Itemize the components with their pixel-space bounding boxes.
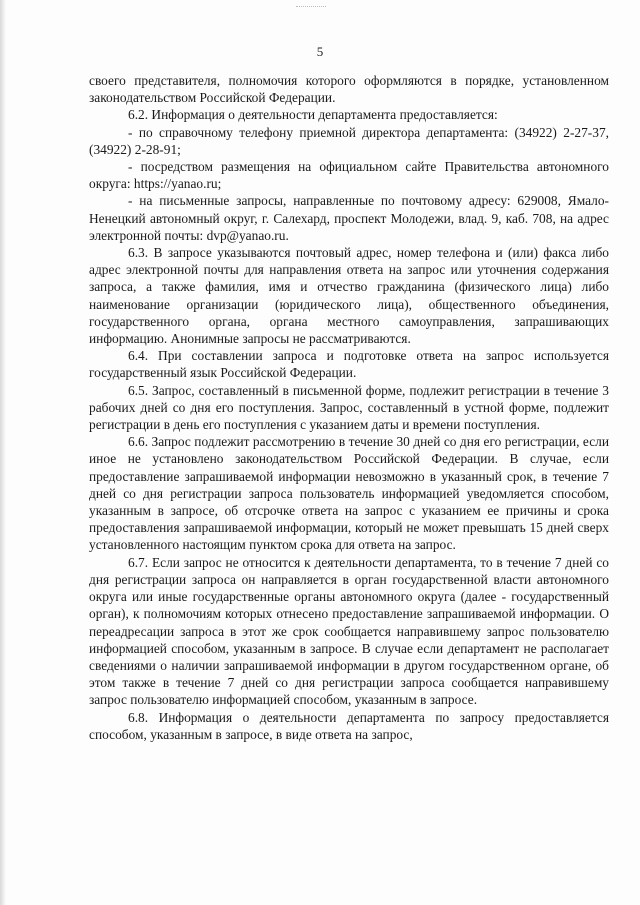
paragraph: 6.2. Информация о деятельности департамента предоставляется:: [128, 107, 498, 123]
paragraph: - по справочному телефону приемной директора департамента: (34922) 2-27-37, (34922) 2-28-91;: [89, 124, 609, 157]
scan-edge-shadow: [0, 0, 6, 905]
paragraph: - на письменные запросы, направленные по почтовому адресу: 629008, Ямало-Ненецкий автономный округ, г. Салехард, проспект Молодежи, влад. 9, каб. 708, на адрес электронной почты: dvp@yanao.ru.: [89, 193, 609, 243]
page-number: 5: [316, 44, 324, 59]
paragraph: - посредством размещения на официальном сайте Правительства автономного округа: https://yanao.ru;: [89, 159, 609, 192]
paragraph: 6.4. При составлении запроса и подготовке ответа на запрос используется государственный язык Российской Федерации.: [89, 348, 609, 381]
paragraph: 6.8. Информация о деятельности департамента по запросу предоставляется способом, указанным в запросе, в виде ответа на запрос,: [89, 709, 609, 742]
paragraph: 6.5. Запрос, составленный в письменной форме, подлежит регистрации в течение 3 рабочих дней со дня его поступления. Запрос, составленный в устной форме, подлежит регистрации в день его поступления с указанием даты и времени поступления.: [89, 382, 609, 433]
document-body: [89, 72, 609, 743]
paragraph: 6.7. Если запрос не относится к деятельности департамента, то в течение 7 дней со дня регистрации запроса он направляется в орган государственной власти автономного округа или иные государственные органы автономного округа (далее - государственный орган), к полномочиям которых отнесено предоставление запрашиваемой информации. О переадресации запроса в этот же срок сообщается направившему запрос пользователю информацией способом, указанным в запросе. В случае если департамент не располагает сведениями о наличии запрашиваемой информации в другом государственном органе, об этом также в течение 7 дней со дня регистрации запроса сообщается направившему запрос пользователю информацией способом, указанным в запросе.: [89, 554, 609, 708]
paragraph: своего представителя, полномочия которого оформляются в порядке, установленном законодательством Российской Федерации.: [89, 73, 609, 106]
scan-top-mark: [296, 0, 326, 7]
paragraph: 6.3. В запросе указываются почтовый адрес, номер телефона и (или) факса либо адрес электронной почты для направления ответа на запрос или уточнения содержания запроса, а также фамилия, имя и отчество гражданина (физического лица) либо наименование организации (юридического лица), общественного объединения, государственного органа, органа местного самоуправления, запрашивающих информацию. Анонимные запросы не рассматриваются.: [89, 245, 609, 347]
paragraph: 6.6. Запрос подлежит рассмотрению в течение 30 дней со дня его регистрации, если иное не установлено законодательством Российской Федерации. В случае, если предоставление запрашиваемой информации невозможно в указанный срок, в течение 7 дней со дня регистрации запроса пользователь информацией уведомляется способом, указанным в запросе, об отсрочке ответа на запрос с указанием ее причины и срока предоставления запрашиваемой информации, который не может превышать 15 дней сверх установленного настоящим пунктом срока для ответа на запрос.: [89, 434, 609, 553]
